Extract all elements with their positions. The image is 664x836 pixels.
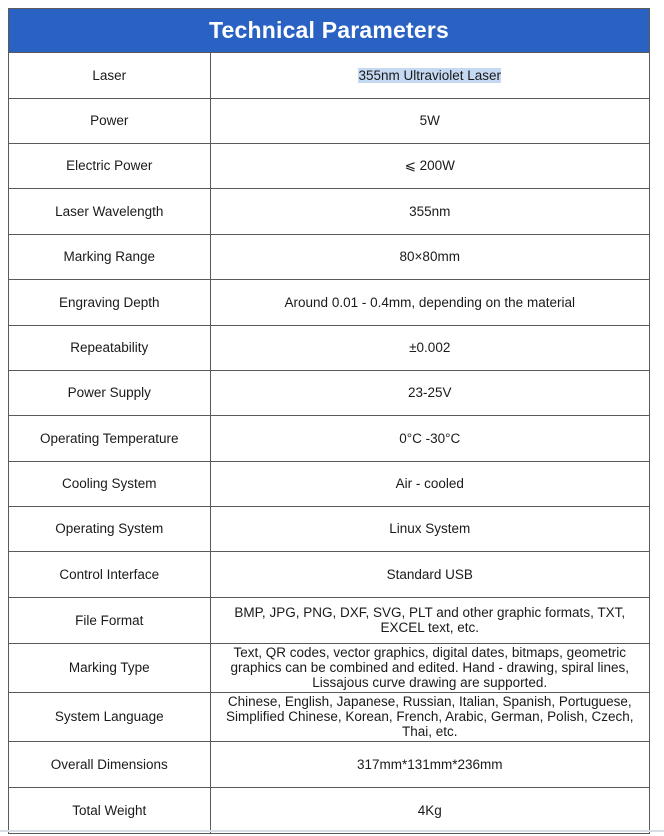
title-bar bbox=[9, 9, 649, 53]
table-row bbox=[9, 415, 649, 461]
row-label: Power Supply bbox=[9, 370, 210, 415]
row-value: 4Kg bbox=[210, 787, 649, 833]
row-value: ±0.002 bbox=[210, 325, 649, 370]
row-value: 23-25V bbox=[210, 370, 649, 415]
row-value: Standard USB bbox=[210, 551, 649, 597]
row-label: Operating System bbox=[9, 506, 210, 551]
row-label: Repeatability bbox=[9, 325, 210, 370]
table-row bbox=[9, 325, 649, 370]
technical-parameters-sheet bbox=[8, 8, 650, 834]
row-label: Marking Range bbox=[9, 234, 210, 279]
table-row bbox=[9, 692, 649, 741]
table-row bbox=[9, 597, 649, 643]
table-row bbox=[9, 143, 649, 188]
row-value: 5W bbox=[210, 98, 649, 143]
row-value: Text, QR codes, vector graphics, digital dates, bitmaps, geometric graphics can be combined and edited. Hand - drawing, spiral lines, Lissajous curve drawing are supported. bbox=[210, 643, 649, 692]
row-label: Cooling System bbox=[9, 461, 210, 506]
table-row bbox=[9, 234, 649, 279]
sheet-title: Technical Parameters bbox=[208, 17, 450, 43]
row-label: System Language bbox=[9, 692, 210, 741]
table-row bbox=[9, 551, 649, 597]
table-row bbox=[9, 279, 649, 325]
row-label: Power bbox=[9, 98, 210, 143]
row-value: Around 0.01 - 0.4mm, depending on the material bbox=[210, 279, 649, 325]
parameters-table bbox=[9, 53, 649, 833]
row-label: Overall Dimensions bbox=[9, 741, 210, 787]
row-value: ⩽ 200W bbox=[210, 143, 649, 188]
row-label: Engraving Depth bbox=[9, 279, 210, 325]
table-row bbox=[9, 741, 649, 787]
row-value: 317mm*131mm*236mm bbox=[210, 741, 649, 787]
row-label: Laser bbox=[9, 53, 210, 98]
table-row bbox=[9, 53, 649, 98]
table-row bbox=[9, 370, 649, 415]
row-value: Air - cooled bbox=[210, 461, 649, 506]
row-value bbox=[210, 53, 649, 98]
row-label: Total Weight bbox=[9, 787, 210, 833]
row-label: Operating Temperature bbox=[9, 415, 210, 461]
row-label: Laser Wavelength bbox=[9, 188, 210, 234]
row-value: BMP, JPG, PNG, DXF, SVG, PLT and other graphic formats, TXT, EXCEL text, etc. bbox=[210, 597, 649, 643]
table-row bbox=[9, 98, 649, 143]
table-row bbox=[9, 787, 649, 833]
row-label: Electric Power bbox=[9, 143, 210, 188]
row-label: Marking Type bbox=[9, 643, 210, 692]
row-value: Linux System bbox=[210, 506, 649, 551]
row-value: 80×80mm bbox=[210, 234, 649, 279]
row-value: Chinese, English, Japanese, Russian, Italian, Spanish, Portuguese, Simplified Chinese, Korean, French, Arabic, German, Polish, Czech, Thai, etc. bbox=[210, 692, 649, 741]
table-row bbox=[9, 643, 649, 692]
selected-text[interactable]: 355nm Ultraviolet Laser bbox=[358, 67, 502, 83]
row-label: Control Interface bbox=[9, 551, 210, 597]
table-row bbox=[9, 461, 649, 506]
table-row bbox=[9, 506, 649, 551]
row-value: 355nm bbox=[210, 188, 649, 234]
row-label: File Format bbox=[9, 597, 210, 643]
page-bottom-divider bbox=[0, 830, 664, 832]
table-row bbox=[9, 188, 649, 234]
row-value: 0°C -30°C bbox=[210, 415, 649, 461]
